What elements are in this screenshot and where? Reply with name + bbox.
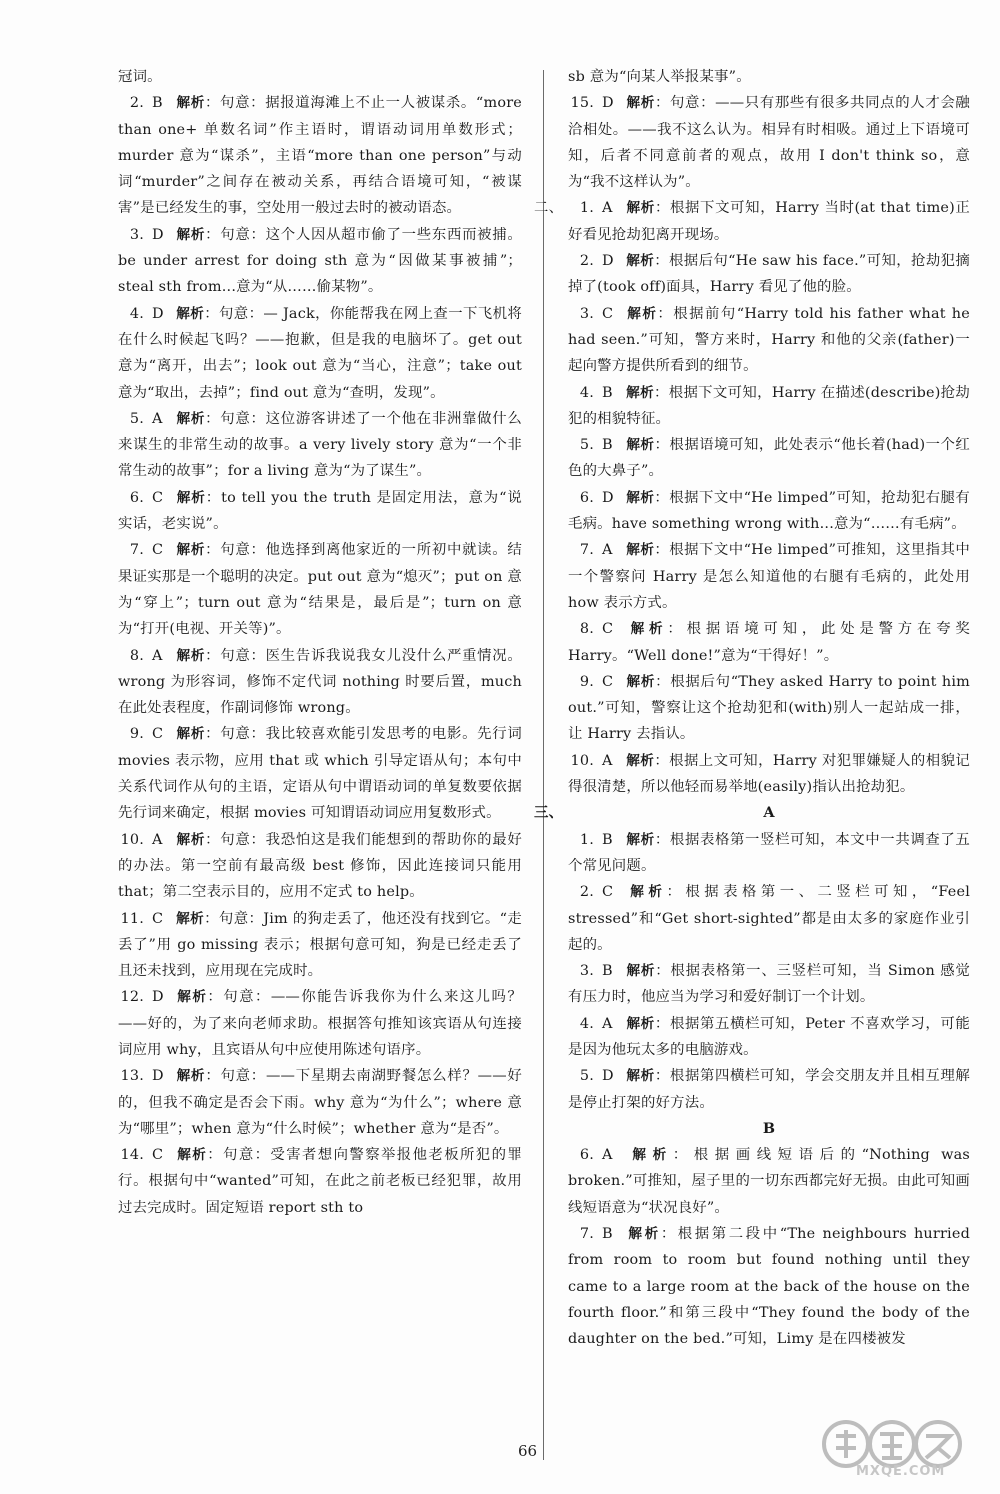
explanation-text: ：根据第二段中“The neighbours hurried from room to room but found nothing until they came to a large room at the back of the house on the fourth floor.”和第三段中“They found the body of the daughter on the bed.”可知，Limy 是在四楼被发 <box>568 1226 970 1348</box>
answer-item <box>568 1142 970 1221</box>
question-number: 6. <box>129 489 144 506</box>
explanation-text: ：根据后句“They asked Harry to point him out.”可知，警察让这个抢劫犯和(with)别人一起站成一排，让 Harry 去指认。 <box>568 673 970 743</box>
explanation-text: ：根据下文中“He limped”可知，抢劫犯右腿有毛病。have something wrong with...意为“……有毛病”。 <box>568 489 970 533</box>
explanation-text: ：根据下文中“He limped”可推知，这里指其中一个警察问 Harry 是怎么知道他的右腿有毛病的，此处用 how 表示方式。 <box>568 542 970 611</box>
answer-option: A <box>602 752 613 769</box>
answer-option: C <box>152 489 164 506</box>
answer-option: D <box>152 1068 164 1085</box>
answer-option: A <box>152 410 163 427</box>
answer-option: C <box>602 305 614 322</box>
answer-option: D <box>602 489 614 506</box>
explanation-text: ：句意：据报道海滩上不止一人被谋杀。“more than one+ 单数名词”作主语时，谓语动词用单数形式；murder 意为“谋杀”，主语“more than one person”与动词“murder”之间存在被动关系，再结合语境可知，“被谋害”是已经发生的事，空处用一般过去时的被动语态。 <box>118 95 522 217</box>
question-number: 7. <box>129 542 144 559</box>
answer-option: A <box>152 831 163 848</box>
explanation-text: ：根据第四横栏可知，学会交朋友并且相互理解是停止打架的好方法。 <box>568 1068 971 1111</box>
explanation-text: ：根据语境可知，此处表示“他长着(had)一个红色的大鼻子”。 <box>568 437 970 480</box>
question-number: 3. <box>129 226 144 243</box>
question-number: 5. <box>579 437 594 454</box>
explanation-text: ：根据前句“Harry told his father what he had seen.”可知，警方来时，Harry 和他的父亲(father)一起向警方提供所看到的细节。 <box>568 305 970 375</box>
analysis-label: 解析 <box>176 542 206 559</box>
explanation-text: ：根据后句“He saw his face.”可知，抢劫犯摘掉了(took off)面具，Harry 看见了他的脸。 <box>568 253 970 296</box>
explanation-text: ：根据表格第一、二竖栏可知，“Feel stressed”和“Get short-sighted”都是由太多的家庭作业引起的。 <box>568 884 970 953</box>
answer-option: D <box>602 253 614 270</box>
passage-letter: A <box>763 804 775 822</box>
question-number: 12. <box>120 989 144 1006</box>
analysis-label: 解析 <box>626 305 658 322</box>
continuation-text: sb 意为“向某人举报某事”。 <box>568 69 751 85</box>
answer-item <box>568 90 970 195</box>
answer-item <box>568 669 970 748</box>
answer-option: B <box>602 831 613 848</box>
watermark-text: MXQE.COM <box>856 1464 946 1479</box>
analysis-label: 解析 <box>176 489 206 506</box>
analysis-label: 解析 <box>626 1068 655 1085</box>
answer-item <box>568 879 970 958</box>
answer-option: B <box>602 1226 613 1243</box>
analysis-label: 解析 <box>626 963 656 980</box>
answer-item <box>568 380 970 433</box>
continuation-text: 冠词。 <box>118 69 162 85</box>
answer-option: D <box>602 1068 614 1085</box>
explanation-text: ：句意：我恐怕这是我们能想到的帮助你的最好的办法。第一空前有最高级 best 修饰，因此连接词只能用 that；第二空表示目的，应用不定式 to help。 <box>118 831 522 901</box>
answer-item <box>568 1063 970 1116</box>
watermark-logo <box>816 1418 992 1484</box>
explanation-text: ：根据画线短语后的“Nothing was broken.”可推知，屋子里的一切东西都完好无损。由此可知画线短语意为“状况良好”。 <box>568 1147 970 1216</box>
answer-item <box>118 90 522 221</box>
explanation-text: ：句意：——下星期去南湖野餐怎么样？——好的，但我不确定是否会下雨。why 意为“为什么”；where 意为“哪里”；when 意为“什么时候”；whether 意为“是否”。 <box>118 1068 523 1137</box>
question-number: 3. <box>579 305 594 322</box>
question-number: 2. <box>129 95 144 112</box>
analysis-label: 解析 <box>176 1147 208 1164</box>
question-number: 14. <box>120 1147 144 1164</box>
answer-item <box>568 248 970 301</box>
answer-option: D <box>152 226 164 243</box>
analysis-label: 解析 <box>626 1226 661 1243</box>
analysis-label: 解析 <box>626 1015 655 1032</box>
answer-option: C <box>602 884 614 901</box>
explanation-text: ：根据表格第一、三竖栏可知，当 Simon 感觉有压力时，他应当为学习和爱好制订一个计划。 <box>568 963 970 1006</box>
question-number: 7. <box>579 1226 594 1243</box>
analysis-label: 解析 <box>176 1068 206 1085</box>
answer-option: A <box>602 1015 613 1032</box>
explanation-text: ：根据第五横栏可知，Peter 不喜欢学习，可能是因为他玩太多的电脑游戏。 <box>568 1015 971 1058</box>
question-number: 4. <box>579 1015 594 1032</box>
answer-item <box>568 301 970 380</box>
explanation-text: ：句意：这位游客讲述了一个他在非洲靠做什么来谋生的非常生动的故事。a very lively story 意为“一个非常生动的故事”；for a living 意为“为了谋生”。 <box>118 410 522 480</box>
answer-option: A <box>152 647 163 664</box>
explanation-text: ：句意：这个人因从超市偷了一些东西而被捕。be under arrest for doing sth 意为“因做某事被捕”；steal sth from...意为“从……偷某物”。 <box>118 226 522 296</box>
question-number: 8. <box>129 647 144 664</box>
column-divider <box>543 70 544 1460</box>
answer-item <box>568 537 970 616</box>
answer-option: B <box>602 437 613 454</box>
explanation-text: ：根据下文可知，Harry 在描述(describe)抢劫犯的相貌特征。 <box>568 384 970 427</box>
question-number: 10. <box>120 831 144 848</box>
answer-item <box>568 748 970 801</box>
answer-option: C <box>152 910 164 927</box>
answer-item <box>118 721 522 826</box>
answer-option: D <box>152 989 164 1006</box>
analysis-label: 解析 <box>176 831 206 848</box>
answer-item <box>118 301 522 406</box>
answer-option: B <box>152 95 163 112</box>
passage-heading <box>534 800 970 826</box>
answer-item <box>118 537 522 642</box>
answer-option: B <box>602 963 613 980</box>
explanation-text: ：句意：Jim 的狗走丢了，他还没有找到它。“走丢了”用 go missing 表示；根据句意可知，狗是已经走丢了且还未找到，应用现在完成时。 <box>118 910 522 980</box>
question-number: 2. <box>579 884 594 901</box>
question-number: 6. <box>579 1147 594 1164</box>
analysis-label: 解析 <box>176 726 206 743</box>
analysis-label: 解析 <box>176 989 208 1006</box>
question-number: 5. <box>129 410 144 427</box>
left-column <box>118 64 522 1221</box>
analysis-label: 解析 <box>626 1147 673 1164</box>
answer-item <box>118 406 522 485</box>
answer-option: B <box>602 384 613 401</box>
analysis-label: 解析 <box>176 95 205 112</box>
answer-item <box>568 1221 970 1352</box>
analysis-label: 解析 <box>176 410 206 427</box>
explanation-text: ：根据表格第一竖栏可知，本文中一共调查了五个常见问题。 <box>568 831 971 874</box>
answer-item <box>118 1142 522 1221</box>
answer-item <box>568 1011 970 1064</box>
analysis-label: 解析 <box>626 752 655 769</box>
question-number: 9. <box>129 726 144 743</box>
answer-item <box>118 906 522 985</box>
answer-option: C <box>152 726 164 743</box>
explanation-text: ：句意：— Jack，你能帮我在网上查一下飞机将在什么时候起飞吗？——抱歉，但是我的电脑坏了。get out 意为“离开，出去”；look out 意为“当心，注意”；take out 意为“取出，去掉”；find out 意为“查明，发现”。 <box>118 305 522 401</box>
answer-item <box>568 616 970 669</box>
analysis-label: 解析 <box>626 621 668 638</box>
question-number: 1. <box>579 831 594 848</box>
question-number: 11. <box>120 910 144 927</box>
question-number: 8. <box>579 621 594 638</box>
answer-option: A <box>602 542 613 559</box>
explanation-text: ：句意：医生告诉我说我女儿没什么严重情况。wrong 为形容词，修饰不定代词 nothing 时要后置，much 在此处表程度，作副词修饰 wrong。 <box>118 647 522 717</box>
analysis-label: 解析 <box>626 673 656 690</box>
question-number: 9. <box>579 673 594 690</box>
question-number: 6. <box>579 489 594 506</box>
explanation-text: ：句意：——你能告诉我你为什么来这儿吗？——好的，为了来向老师求助。根据答句推知该宾语从句连接词应用 why，且宾语从句中应使用陈述句语序。 <box>118 989 522 1058</box>
explanation-text: ：to tell you the truth 是固定用法，意为“说实话，老实说”。 <box>118 489 522 533</box>
question-number: 4. <box>579 384 594 401</box>
answer-item <box>118 984 522 1063</box>
answer-option: C <box>152 542 164 559</box>
analysis-label: 解析 <box>626 542 655 559</box>
answer-item <box>568 432 970 485</box>
explanation-text: ：根据语境可知，此处是警方在夸奖 Harry。“Well done!”意为“干得好！”。 <box>568 621 971 664</box>
passage-heading <box>568 1116 970 1142</box>
analysis-label: 解析 <box>176 647 206 664</box>
explanation-text: ：句意：我比较喜欢能引发思考的电影。先行词 movies 表示物，应用 that 或 which 引导定语从句；本句中关系代词作从句的主语，定语从句中谓语动词的单复数要依据先行词来确定，根据 movies 可知谓语动词应用复数形式。 <box>118 726 522 822</box>
explanation-text: ：句意：他选择到离他家近的一所初中就读。结果证实那是一个聪明的决定。put out 意为“熄灭”；put on 意为“穿上”；turn out 意为“结果是，最后是”；turn on 意为“打开(电视、开关等)”。 <box>118 542 522 638</box>
answer-option: C <box>602 673 614 690</box>
answer-item <box>118 1063 522 1142</box>
explanation-text: ：句意：——只有那些有很多共同点的人才会融洽相处。——我不这么认为。相异有时相吸。通过上下语境可知，后者不同意前者的观点，故用 I don't think so，意为“我不这样认为”。 <box>568 95 970 191</box>
answer-option: C <box>602 621 614 638</box>
right-column <box>534 64 971 1353</box>
answer-item <box>568 827 970 880</box>
answer-item <box>568 958 970 1011</box>
answer-item <box>118 485 522 538</box>
answer-option: A <box>602 200 613 217</box>
answer-item <box>118 643 522 722</box>
question-number: 3. <box>579 963 594 980</box>
explanation-text: ：根据上文可知，Harry 对犯罪嫌疑人的相貌记得很清楚，所以他轻而易举地(easily)指认出抢劫犯。 <box>568 752 970 796</box>
answer-option: A <box>602 1147 613 1164</box>
answer-item <box>118 222 522 301</box>
analysis-label: 解析 <box>626 884 667 901</box>
question-number: 13. <box>120 1068 144 1085</box>
question-number: 2. <box>579 253 594 270</box>
question-number: 4. <box>129 305 144 322</box>
answer-item <box>534 195 970 248</box>
answer-item <box>118 827 522 906</box>
question-number: 10. <box>570 752 594 769</box>
question-number: 5. <box>579 1068 594 1085</box>
analysis-label: 解析 <box>626 831 655 848</box>
question-number: 1. <box>579 200 594 217</box>
section-number: 二、 <box>534 200 564 217</box>
question-number: 15. <box>570 95 594 112</box>
analysis-label: 解析 <box>626 95 655 112</box>
analysis-label: 解析 <box>626 437 655 454</box>
analysis-label: 解析 <box>176 305 205 322</box>
analysis-label: 解析 <box>626 489 655 506</box>
answer-option: C <box>152 1147 164 1164</box>
explanation-text: ：根据下文可知，Harry 当时(at that time)正好看见抢劫犯离开现场。 <box>568 200 970 243</box>
analysis-label: 解析 <box>626 384 654 401</box>
analysis-label: 解析 <box>626 200 655 217</box>
section-number: 三、 <box>534 804 564 822</box>
explanation-text: ：句意：受害者想向警察举报他老板所犯的罪行。根据句中“wanted”可知，在此之前老板已经犯罪，故用过去完成时。固定短语 report sth to <box>118 1147 522 1216</box>
analysis-label: 解析 <box>626 253 655 270</box>
question-number: 7. <box>579 542 594 559</box>
analysis-label: 解析 <box>176 226 206 243</box>
passage-letter: B <box>762 1119 776 1137</box>
answer-option: D <box>602 95 614 112</box>
page-number: 66 <box>518 1442 538 1460</box>
answer-item <box>568 485 970 538</box>
answer-option: D <box>152 305 164 322</box>
analysis-label: 解析 <box>176 910 205 927</box>
